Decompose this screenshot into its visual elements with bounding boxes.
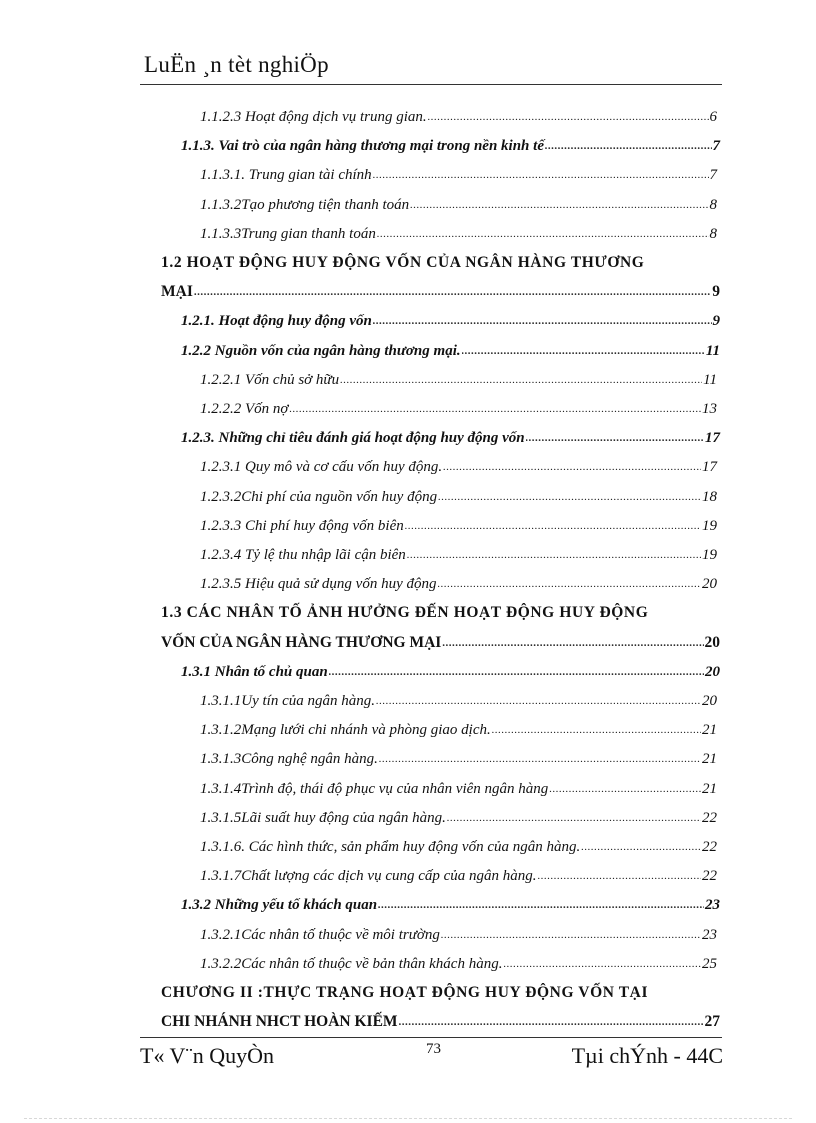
toc-entry-title: 1.3.1.1Uy tín của ngân hàng. <box>200 693 375 709</box>
toc-leader-dots <box>462 345 705 357</box>
toc-entry-title: 1.3.1.2Mạng lưới chi nhánh và phòng giao dịch. <box>200 722 491 739</box>
toc-entry-page: 17 <box>705 430 720 447</box>
toc-entry-page: 6 <box>709 109 717 125</box>
toc-entry <box>161 1005 720 1031</box>
toc-entry-page: 11 <box>703 371 717 388</box>
toc-entry-page: 21 <box>702 780 717 797</box>
toc-entry <box>181 655 720 681</box>
toc-entry <box>181 129 720 155</box>
footer-author: T« V¨n QuyÒn <box>140 1043 275 1068</box>
toc-entry <box>161 626 720 652</box>
toc-leader-dots <box>405 520 701 532</box>
toc-leader-dots <box>492 724 701 736</box>
toc-entry-title: 1.1.3.2Tạo phương tiện thanh toán <box>200 196 410 213</box>
toc-entry-title: 1.2.3. Những chỉ tiêu đánh giá hoạt động huy động vốn <box>181 430 525 447</box>
toc-entry-page: 20 <box>704 633 720 651</box>
toc-entry <box>200 158 717 184</box>
toc-entry-title: 1.2.2.1 Vốn chủ sở hữu <box>200 371 340 388</box>
toc-entry-title: 1.3.1 Nhân tố chủ quan <box>181 663 328 680</box>
toc-entry <box>200 830 717 856</box>
toc-entry-title: 1.1.2.3 Hoạt động dịch vụ trung gian. <box>200 109 427 125</box>
toc-entry-title: CHƯƠNG II :THỰC TRẠNG HOẠT ĐỘNG HUY ĐỘNG VỐN TẠI <box>161 984 649 1001</box>
toc-entry <box>200 947 717 973</box>
toc-entry <box>200 100 717 126</box>
toc-entry <box>161 596 720 622</box>
toc-entry <box>181 421 720 447</box>
toc-entry <box>200 509 717 535</box>
toc-entry-page: 7 <box>709 167 717 184</box>
toc-leader-dots <box>407 549 701 561</box>
toc-entry <box>200 217 717 243</box>
toc-leader-dots <box>503 958 701 970</box>
toc-entry-page: 11 <box>705 342 720 359</box>
toc-leader-dots <box>581 841 701 853</box>
toc-entry-page: 23 <box>705 897 720 914</box>
toc-entry <box>200 859 717 885</box>
page-edge <box>24 1118 792 1119</box>
toc-entry <box>161 275 720 301</box>
toc-leader-dots <box>441 929 701 941</box>
toc-entry-page: 8 <box>709 196 717 213</box>
toc-leader-dots <box>376 695 701 707</box>
toc-leader-dots <box>438 491 701 503</box>
toc-entry-page: 20 <box>702 693 717 709</box>
toc-entry-title: CHI NHÁNH NHCT HOÀN KIẾM <box>161 1013 398 1031</box>
toc-entry <box>161 246 720 272</box>
footer-page-number: 73 <box>426 1041 441 1057</box>
footer-class: Tµi chÝnh - 44C <box>571 1043 723 1068</box>
toc-entry <box>200 450 717 476</box>
toc-entry-page: 13 <box>702 401 717 417</box>
toc-leader-dots <box>545 140 712 152</box>
toc-leader-dots <box>378 899 704 911</box>
toc-entry-page: 7 <box>712 138 720 155</box>
toc-leader-dots <box>549 783 701 795</box>
header-title: LuËn ¸n tèt nghiÖp <box>144 52 329 77</box>
toc-entry <box>200 480 717 506</box>
toc-leader-dots <box>377 228 709 240</box>
toc-entry-title: 1.2.3.5 Hiệu quả sử dụng vốn huy động <box>200 576 437 593</box>
toc-leader-dots <box>329 666 704 678</box>
toc-entry-title: 1.2.3.4 Tỷ lệ thu nhập lãi cận biên <box>200 547 406 563</box>
toc-entry-title: 1.2.2 Nguồn vốn của ngân hàng thương mại. <box>181 342 461 359</box>
toc-entry-page: 22 <box>702 809 717 826</box>
toc-leader-dots <box>399 1016 704 1028</box>
toc-entry-page: 27 <box>704 1013 720 1031</box>
toc-entry-title: 1.3.2.1Các nhân tố thuộc về môi trường <box>200 926 440 943</box>
toc-entry <box>200 363 717 389</box>
toc-entry-page: 25 <box>702 955 717 972</box>
toc-entry-title: 1.1.3.1. Trung gian tài chính <box>200 167 372 184</box>
toc-entry-title: 1.3.2.2Các nhân tố thuộc về bản thân khách hàng. <box>200 955 503 972</box>
toc-entry <box>181 888 720 914</box>
toc-entry-title: 1.3.1.3Công nghệ ngân hàng. <box>200 751 378 768</box>
toc-entry <box>200 538 717 564</box>
toc-leader-dots <box>410 199 708 211</box>
toc-leader-dots <box>340 374 702 386</box>
toc-leader-dots <box>538 870 701 882</box>
header-rule <box>140 84 722 85</box>
toc-entry-title: 1.3.1.5Lãi suất huy động của ngân hàng. <box>200 809 446 826</box>
toc-entry-page: 9 <box>712 313 720 330</box>
toc-leader-dots <box>447 812 701 824</box>
toc-leader-dots <box>526 432 704 444</box>
toc-entry <box>181 304 720 330</box>
toc-entry <box>200 392 717 418</box>
toc-entry-page: 21 <box>702 722 717 739</box>
toc-entry-page: 8 <box>709 225 717 242</box>
toc-entry-page: 21 <box>702 751 717 768</box>
toc-entry-title: 1.2.3.2Chi phí của nguồn vốn huy động <box>200 488 438 505</box>
toc-entry-title: 1.2.3.3 Chi phí huy động vốn biên <box>200 517 404 534</box>
toc-entry <box>200 742 717 768</box>
toc-entry-title: 1.2.1. Hoạt động huy động vốn <box>181 313 372 330</box>
toc-entry-title: 1.3.1.6. Các hình thức, sản phẩm huy động vốn của ngân hàng. <box>200 839 581 855</box>
toc-entry-page: 22 <box>702 868 717 885</box>
toc-entry-page: 23 <box>702 926 717 943</box>
toc-leader-dots <box>373 315 712 327</box>
toc-entry-title: 1.2.2.2 Vốn nợ <box>200 401 289 417</box>
toc-entry-title: 1.3 CÁC NHÂN TỐ ẢNH HƯỞNG ĐẾN HOẠT ĐỘNG HUY ĐỘNG <box>161 604 649 622</box>
toc-entry-title: 1.3.1.4Trình độ, thái độ phục vụ của nhân viên ngân hàng <box>200 780 549 797</box>
toc-leader-dots <box>379 753 701 765</box>
toc-entry-page: 22 <box>702 839 717 855</box>
toc-entry-page: 19 <box>702 547 717 563</box>
toc-entry-page: 18 <box>702 488 717 505</box>
toc-leader-dots <box>442 637 703 649</box>
toc-entry-title: 1.1.3.3Trung gian thanh toán <box>200 225 376 242</box>
toc-entry-page: 20 <box>705 663 720 680</box>
toc-entry <box>200 713 717 739</box>
toc-entry <box>181 334 720 360</box>
toc-entry-page: 19 <box>702 517 717 534</box>
toc-entry-page: 17 <box>702 459 717 476</box>
toc-entry <box>161 976 720 1002</box>
footer-rule <box>140 1037 722 1038</box>
toc-entry <box>200 684 717 710</box>
toc-entry-title: 1.3.2 Những yếu tố khách quan <box>181 897 378 914</box>
toc-leader-dots <box>289 403 701 415</box>
toc-entry-title: MẠI <box>161 283 193 301</box>
toc-leader-dots <box>194 286 711 298</box>
toc-entry <box>200 567 717 593</box>
toc-entry-title: 1.2.3.1 Quy mô và cơ cấu vốn huy động. <box>200 459 443 476</box>
toc-entry-title: 1.2 HOẠT ĐỘNG HUY ĐỘNG VỐN CỦA NGÂN HÀNG THƯƠNG <box>161 254 645 271</box>
toc-entry <box>200 918 717 944</box>
toc-entry <box>200 772 717 798</box>
toc-entry-title: VỐN CỦA NGÂN HÀNG THƯƠNG MẠI <box>161 633 442 651</box>
toc-leader-dots <box>443 461 701 473</box>
toc-entry-page: 9 <box>712 283 720 301</box>
toc-leader-dots <box>373 169 709 181</box>
toc-entry <box>200 801 717 827</box>
toc-leader-dots <box>438 578 702 590</box>
toc-entry-title: 1.3.1.7Chất lượng các dịch vụ cung cấp của ngân hàng. <box>200 868 537 885</box>
toc-leader-dots <box>428 111 709 123</box>
toc-entry-title: 1.1.3. Vai trò của ngân hàng thương mại trong nền kinh tế <box>181 138 544 155</box>
toc-entry-page: 20 <box>702 576 717 593</box>
toc-entry <box>200 188 717 214</box>
